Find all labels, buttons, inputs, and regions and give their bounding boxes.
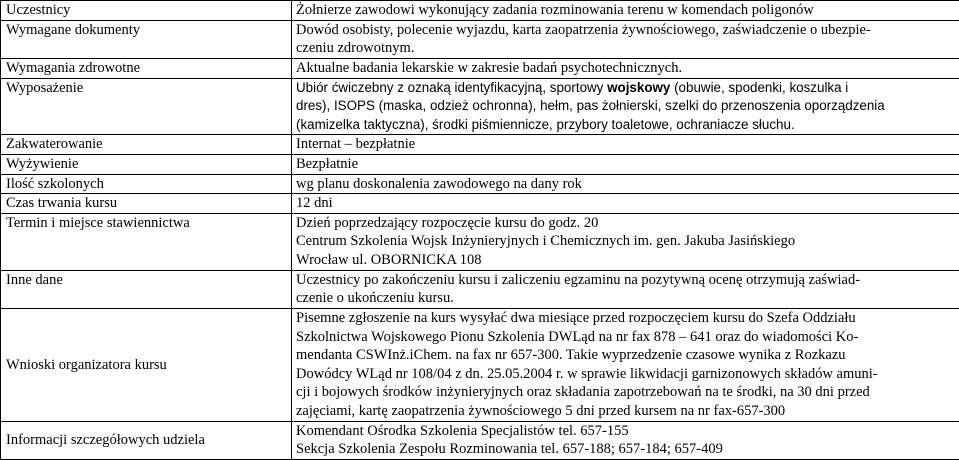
- label-wymagania-zdrowotne: Wymagania zdrowotne: [1, 58, 292, 78]
- value-line: Dzień poprzedzający rozpoczęcie kursu do godz. 20: [296, 214, 599, 231]
- label-inne-dane: Inne dane: [1, 270, 292, 308]
- value-text: Ubiór ćwiczebny z oznaką identyfikacyjną, sportowy: [296, 79, 608, 95]
- row-inne-dane: [1, 270, 959, 308]
- value-informacje-szczegolowe: [292, 421, 959, 459]
- label-wyposazenie: Wyposażenie: [1, 78, 292, 135]
- label-czas-trwania: Czas trwania kursu: [1, 194, 292, 214]
- label-ilosc-szkolonych: Ilość szkolonych: [1, 174, 292, 194]
- row-wnioski-organizatora: [1, 308, 959, 421]
- value-line: [296, 79, 955, 98]
- value-ilosc-szkolonych: [292, 174, 959, 194]
- value-termin-miejsce: [292, 213, 959, 270]
- value-line: Żołnierze zawodowi wykonujący zadania rozminowania terenu w komendach poligonów: [296, 2, 814, 18]
- row-uczestnicy: [1, 1, 959, 21]
- row-termin-miejsce: [1, 213, 959, 270]
- label-wymagane-dokumenty: Wymagane dokumenty: [1, 20, 292, 58]
- label-informacje-szczegolowe: Informacji szczegółowych udziela: [1, 421, 292, 459]
- value-uczestnicy: [292, 1, 959, 21]
- row-czas-trwania: [1, 194, 959, 214]
- value-line: Bezpłatnie: [296, 155, 359, 172]
- label-zakwaterowanie: Zakwaterowanie: [1, 135, 292, 155]
- value-line: dres), ISOPS (maska, odzież ochronna), hełm, pas żołnierski, szelki do przenoszenia oporządzenia: [296, 98, 885, 114]
- value-line: Centrum Szkolenia Wojsk Inżynieryjnych i Chemicznych im. gen. Jakuba Jasińskiego: [296, 233, 796, 250]
- label-wnioski-organizatora: Wnioski organizatora kursu: [1, 308, 292, 421]
- value-wnioski-organizatora: [292, 308, 959, 421]
- value-line: Sekcja Szkolenia Zespołu Rozminowania tel. 657-188; 657-184; 657-409: [296, 441, 723, 458]
- value-wyzywienie: [292, 154, 959, 174]
- value-line: czenie o ukończeniu kursu.: [296, 290, 454, 307]
- value-line: Wrocław ul. OBORNICKA 108: [296, 252, 482, 269]
- row-ilosc-szkolonych: [1, 174, 959, 194]
- value-wymagane-dokumenty: [292, 20, 959, 58]
- value-line: cji i bojowych środków inżynieryjnych oraz składania zapotrzebowań na te środki, na 30 dni przed: [296, 384, 870, 401]
- value-line: mendanta CSWInż.iChem. na fax nr 657-300. Takie wyprzedzenie czasowe wynika z Rozkazu: [296, 347, 846, 364]
- value-line: zajęciami, kartę zaopatrzenia żywnościowego 5 dni przed kursem na nr fax-657-300: [296, 402, 786, 419]
- row-wymagania-zdrowotne: [1, 58, 959, 78]
- value-line: (kamizelka taktyczna), środki piśmiennicze, przybory toaletowe, ochraniacze słuchu.: [296, 116, 795, 132]
- value-bold-text: wojskowy: [607, 79, 671, 95]
- value-line: 12 dni: [296, 195, 333, 212]
- value-line: Internat – bezpłatnie: [296, 136, 416, 153]
- value-line: Uczestnicy po zakończeniu kursu i zaliczeniu egzaminu na pozytywną ocenę otrzymują zaświad-: [296, 271, 861, 288]
- value-line: Komendant Ośrodka Szkolenia Specjalistów tel. 657-155: [296, 422, 629, 439]
- row-wyzywienie: [1, 154, 959, 174]
- value-line: Pisemne zgłoszenie na kurs wysyłać dwa miesiące przed rozpoczęciem kursu do Szefa Oddziału: [296, 309, 856, 326]
- value-inne-dane: [292, 270, 959, 308]
- value-line: Aktualne badania lekarskie w zakresie badań psychotechnicznych.: [296, 59, 683, 76]
- value-wymagania-zdrowotne: [292, 58, 959, 78]
- label-uczestnicy: Uczestnicy: [1, 1, 292, 21]
- label-wyzywienie: Wyżywienie: [1, 154, 292, 174]
- value-zakwaterowanie: [292, 135, 959, 155]
- value-line: czeniu zdrowotnym.: [296, 40, 415, 57]
- value-line: wg planu doskonalenia zawodowego na dany rok: [296, 175, 582, 192]
- value-line: Dowód osobisty, polecenie wyjazdu, karta zaopatrzenia żywnościowego, zaświadczenie o ubezpie-: [296, 21, 871, 38]
- value-line: Szkolnictwa Wojskowego Pionu Szkolenia DWLąd na nr fax 878 – 641 oraz do wiadomości Ko-: [296, 328, 859, 345]
- value-text: (obuwie, spodenki, koszulka i: [670, 79, 849, 95]
- value-line: Dowódcy WLąd nr 108/04 z dn. 25.05.2004 r. w sprawie likwidacji garnizonowych składów amuni-: [296, 365, 878, 382]
- row-informacje-szczegolowe: [1, 421, 959, 459]
- value-czas-trwania: [292, 194, 959, 214]
- value-wyposazenie: [292, 78, 959, 135]
- row-wymagane-dokumenty: [1, 20, 959, 58]
- label-termin-miejsce: Termin i miejsce stawiennictwa: [1, 213, 292, 270]
- row-zakwaterowanie: [1, 135, 959, 155]
- row-wyposazenie: [1, 78, 959, 135]
